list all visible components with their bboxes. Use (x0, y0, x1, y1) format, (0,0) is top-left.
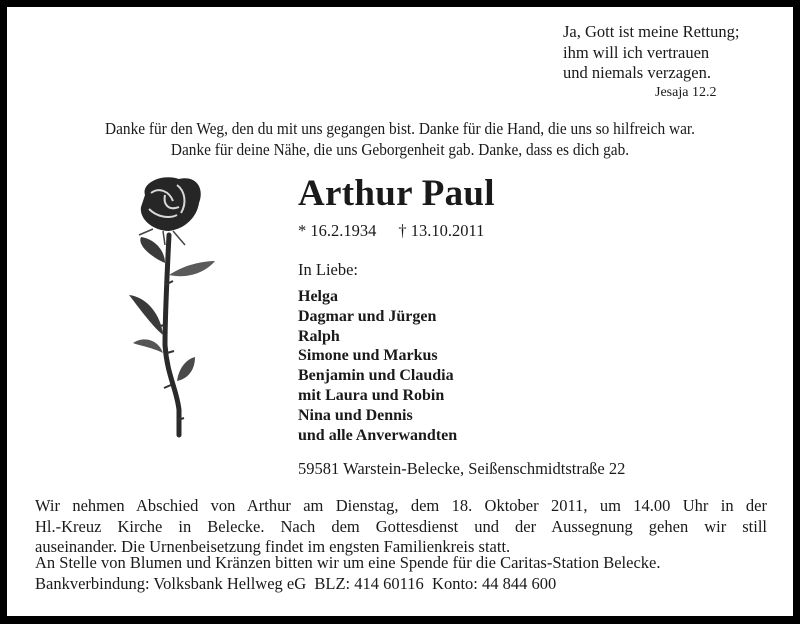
farewell-text (35, 496, 767, 558)
donation-text (35, 553, 767, 594)
thanks-line: Danke für den Weg, den du mit uns gegangen bist. Danke für die Hand, die uns so hilfreich war. (105, 119, 695, 138)
mourners-list (298, 287, 457, 445)
verse-reference: Jesaja 12.2 (655, 84, 717, 100)
mourner-name: Dagmar und Jürgen (298, 307, 437, 325)
mourner-name: Simone und Markus (298, 347, 438, 365)
thanks-text (35, 119, 766, 160)
farewell-line: Wir nehmen Abschied von Arthur am Dienstag, dem 18. Oktober 2011, um 14.00 Uhr in der (35, 496, 767, 515)
mourner-name: mit Laura und Robin (298, 386, 445, 404)
mourner-name: Ralph (298, 327, 340, 345)
mourners-intro: In Liebe: (298, 260, 359, 279)
verse-line: Ja, Gott ist meine Rettung; (563, 22, 740, 41)
mourner-name: und alle Anverwandten (298, 426, 458, 444)
family-address: 59581 Warstein-Belecke, Seißenschmidtstraße 22 (298, 459, 626, 478)
verse-line: und niemals verzagen. (563, 63, 711, 82)
rose-icon (107, 175, 247, 440)
deceased-name: Arthur Paul (298, 173, 495, 214)
death-date: † 13.10.2011 (398, 221, 485, 240)
bank-details: Bankverbindung: Volksbank Hellweg eG BLZ: 414 60116 Konto: 44 844 600 (35, 573, 557, 593)
farewell-line: auseinander. Die Urnenbeisetzung findet im engsten Familienkreis statt. (35, 537, 511, 556)
mourner-name: Benjamin und Claudia (298, 367, 454, 385)
thanks-line: Danke für deine Nähe, die uns Geborgenheit gab. Danke, dass es dich gab. (170, 139, 630, 159)
life-dates (298, 221, 484, 241)
obituary-card (7, 7, 793, 616)
birth-date: * 16.2.1934 (298, 221, 377, 240)
donation-line: An Stelle von Blumen und Kränzen bitten wir um eine Spende für die Caritas-Station Belecke. (35, 553, 661, 572)
mourner-name: Helga (298, 288, 338, 305)
mourner-name: Nina und Dennis (298, 406, 413, 424)
verse-line: ihm will ich vertrauen (563, 42, 710, 62)
bible-verse (563, 22, 739, 101)
farewell-line: Hl.-Kreuz Kirche in Belecke. Nach dem Gottesdienst und der Aussegnung gehen wir still (35, 516, 767, 536)
